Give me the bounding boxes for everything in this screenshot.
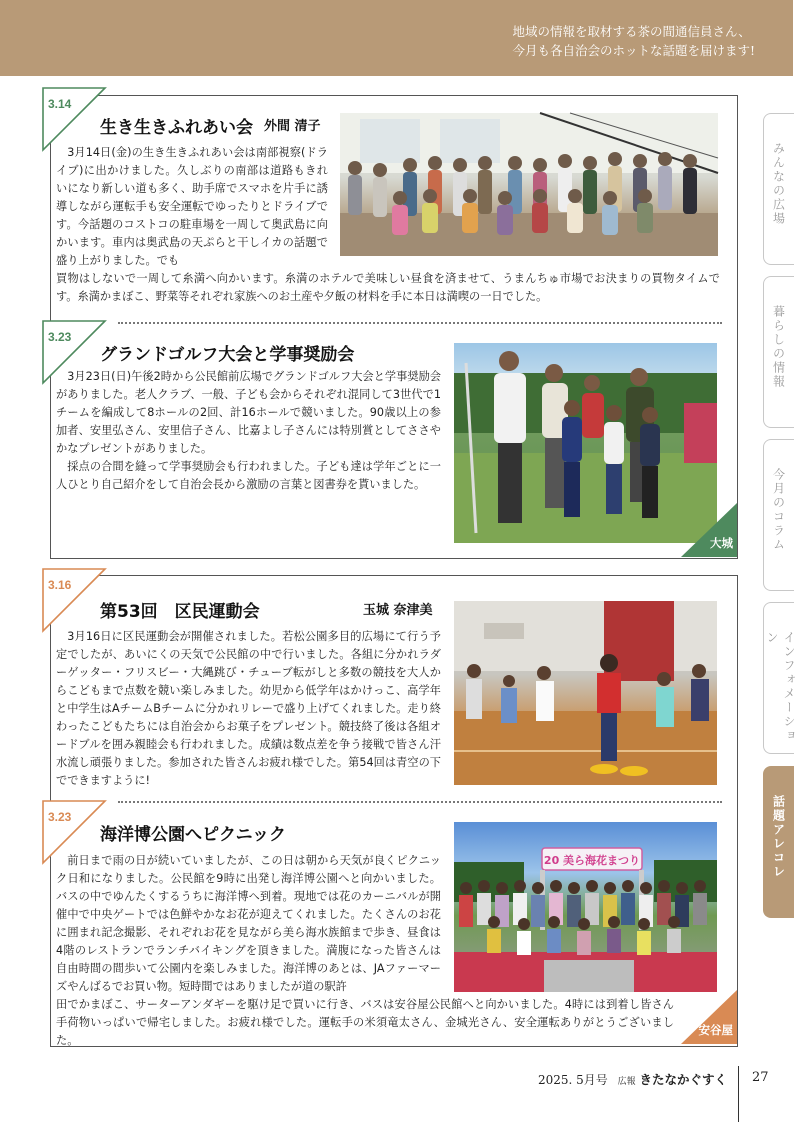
footer-divider	[738, 1066, 739, 1122]
tab-information[interactable]	[763, 602, 794, 754]
article-paragraph-tail: 田でかまぼこ、サーターアンダギーを駆け足で買いに行き、バスは安谷屋公民館へと向かいました。4時には到着し皆さん手荷物いっぱいで帰宅しました。お疲れ様でした。運転手の米須竜太さん、金城光さん、安全運転ありがとうございました。	[56, 998, 674, 1047]
banner-text	[512, 22, 755, 60]
article-paragraph: 前日まで雨の日が続いていましたが、この日は朝から天気が良くピクニック日和になりました。公民館を9時に出発し海洋博公園へと向かいました。バスの中でゆんたくするうちに海洋博へ到着。現地では花のカーニバルが開催中で中央ゲートでは色鮮やかなお花が迎えてくれました。たくさんのお花に囲まれ記念撮影、それぞれお花を見ながら美ら海水族館まで歩き、昼食は4階のレストランでランチバイキングを頂きました。満腹になった皆さんは自由時間の間歩いて公園内を楽しみました。海洋博のあとは、JAファーマーズやんばるでお買い物。短時間ではありましたが道の駅許	[56, 854, 441, 993]
tab-wadai-arekore[interactable]	[763, 766, 794, 918]
article-paragraph: 3月16日に区民運動会が開催されました。若松公園多目的広場にて行う予定でしたが、あいにくの天気で公民館の中で行いました。各組に分かれラダーゲッター・フリスビー・大縄跳び・チューブ転がしと多数の競技を大人からこどもまで点数を競い楽しみました。幼児から低学年はかけっこ、高学年と中学生はAチームBチームに分かれリレーで盛り上げてくれました。走り終わったこどもたちには自治会からお菓子をプレゼント。競技終了後は各組オードブルを囲み親睦会も行われました。成績は数点差を争う接戦で皆さん汗水流し頑張りました。参加された皆さんお疲れ様でした。第54回は青空の下でできますように!	[56, 630, 441, 787]
date-tag	[42, 568, 106, 618]
tab-label: 話題アレコレ	[771, 795, 786, 879]
photo-ocean-expo-park	[454, 822, 717, 992]
date-tag	[42, 320, 106, 370]
article-body-continued	[56, 996, 674, 1047]
banner-sign-text: 20 美ら海花まつり	[543, 854, 641, 867]
article-body	[56, 368, 441, 494]
tab-label: 暮らしの情報	[771, 305, 786, 389]
issue-label: 2025. 5月号	[538, 1073, 608, 1087]
page-footer	[538, 1070, 727, 1088]
district-corner-adaniya	[681, 990, 737, 1044]
brand-small: 広報	[617, 1077, 636, 1087]
tab-label: インフォメーション	[765, 631, 796, 743]
dotted-divider	[118, 801, 722, 803]
article-title: 第53回 区民運動会	[100, 602, 260, 622]
banner-line-2: 今月も各自治会のホットな話題を届けます!	[512, 43, 755, 58]
tab-label: 今月のコラム	[771, 468, 786, 552]
date-label: 3.16	[48, 578, 72, 592]
article-paragraph: 採点の合間を縫って学事奨励会も行われました。子ども達は学年ごとに一人ひとり自己紹介をして自治会長から激励の言葉と図書券を貰いました。	[56, 460, 441, 491]
article-body	[56, 852, 441, 996]
tab-kurashi-no-joho[interactable]	[763, 276, 794, 428]
header-banner	[0, 0, 793, 76]
article-paragraph-tail: 買物はしないで一周して糸満へ向かいます。糸満のホテルで美味しい昼食を済ませて、うまんちゅ市場でお決まりの買物タイムです。糸満かまぼこ、野菜等それぞれ家族へのお土産や夕飯の材料を手に本日は満喫の一日でした。	[56, 272, 720, 303]
banner-line-1: 地域の情報を取材する茶の間通信員さん、	[512, 24, 751, 39]
date-label: 3.23	[48, 810, 72, 824]
date-label: 3.23	[48, 330, 72, 344]
article-author: 外間 清子	[264, 119, 321, 134]
tab-kongetsu-no-column[interactable]	[763, 439, 794, 591]
article-body	[56, 144, 328, 270]
photo-ground-golf	[454, 343, 717, 543]
article-title: 生き生きふれあい会	[100, 118, 253, 138]
date-tag	[42, 800, 106, 850]
tab-label: みんなの広場	[771, 142, 786, 226]
article-author: 玉城 奈津美	[363, 603, 433, 618]
district-corner-oshiro	[681, 503, 737, 557]
dotted-divider	[118, 322, 722, 324]
brand-name: きたなかぐすく	[639, 1072, 727, 1087]
article-body-continued	[56, 270, 720, 306]
district-label: 大城	[710, 536, 733, 550]
district-label: 安谷屋	[698, 1023, 733, 1037]
article-paragraph: 3月23日(日)午後2時から公民館前広場でグランドゴルフ大会と学事奨励会がありました。老人クラブ、一般、子ども会からそれぞれ混同して3世代で1チームを編成して8ホールの2回、計16ホールで競いました。90歳以上の参加者、安里弘さん、安里信子さん、比嘉よし子さんには特別賞としてささやかなプレゼントがありました。	[56, 370, 441, 455]
article-paragraph: 3月14日(金)の生き生きふれあい会は南部視察(ドライブ)に出かけました。久しぶりの南部は道路もきれいになり新しい道も多く、助手席でスマホを片手に誘導しながら運転手も安全運転でゆったりとドライブです。今話題のコストコの駐車場を一周して奥武島に向かいます。車内は奥武島の天ぷらと干しイカの話題で盛り上がりました。でも	[56, 146, 328, 267]
article-title: グランドゴルフ大会と学事奨励会	[100, 345, 355, 365]
date-tag	[42, 87, 106, 137]
photo-sports-day	[454, 601, 717, 785]
page-number: 27	[752, 1070, 769, 1085]
photo-group-seniors	[340, 113, 718, 256]
tab-minna-no-hiroba[interactable]	[763, 113, 794, 265]
article-title: 海洋博公園へピクニック	[100, 825, 286, 845]
date-label: 3.14	[48, 97, 72, 111]
article-body	[56, 628, 441, 790]
